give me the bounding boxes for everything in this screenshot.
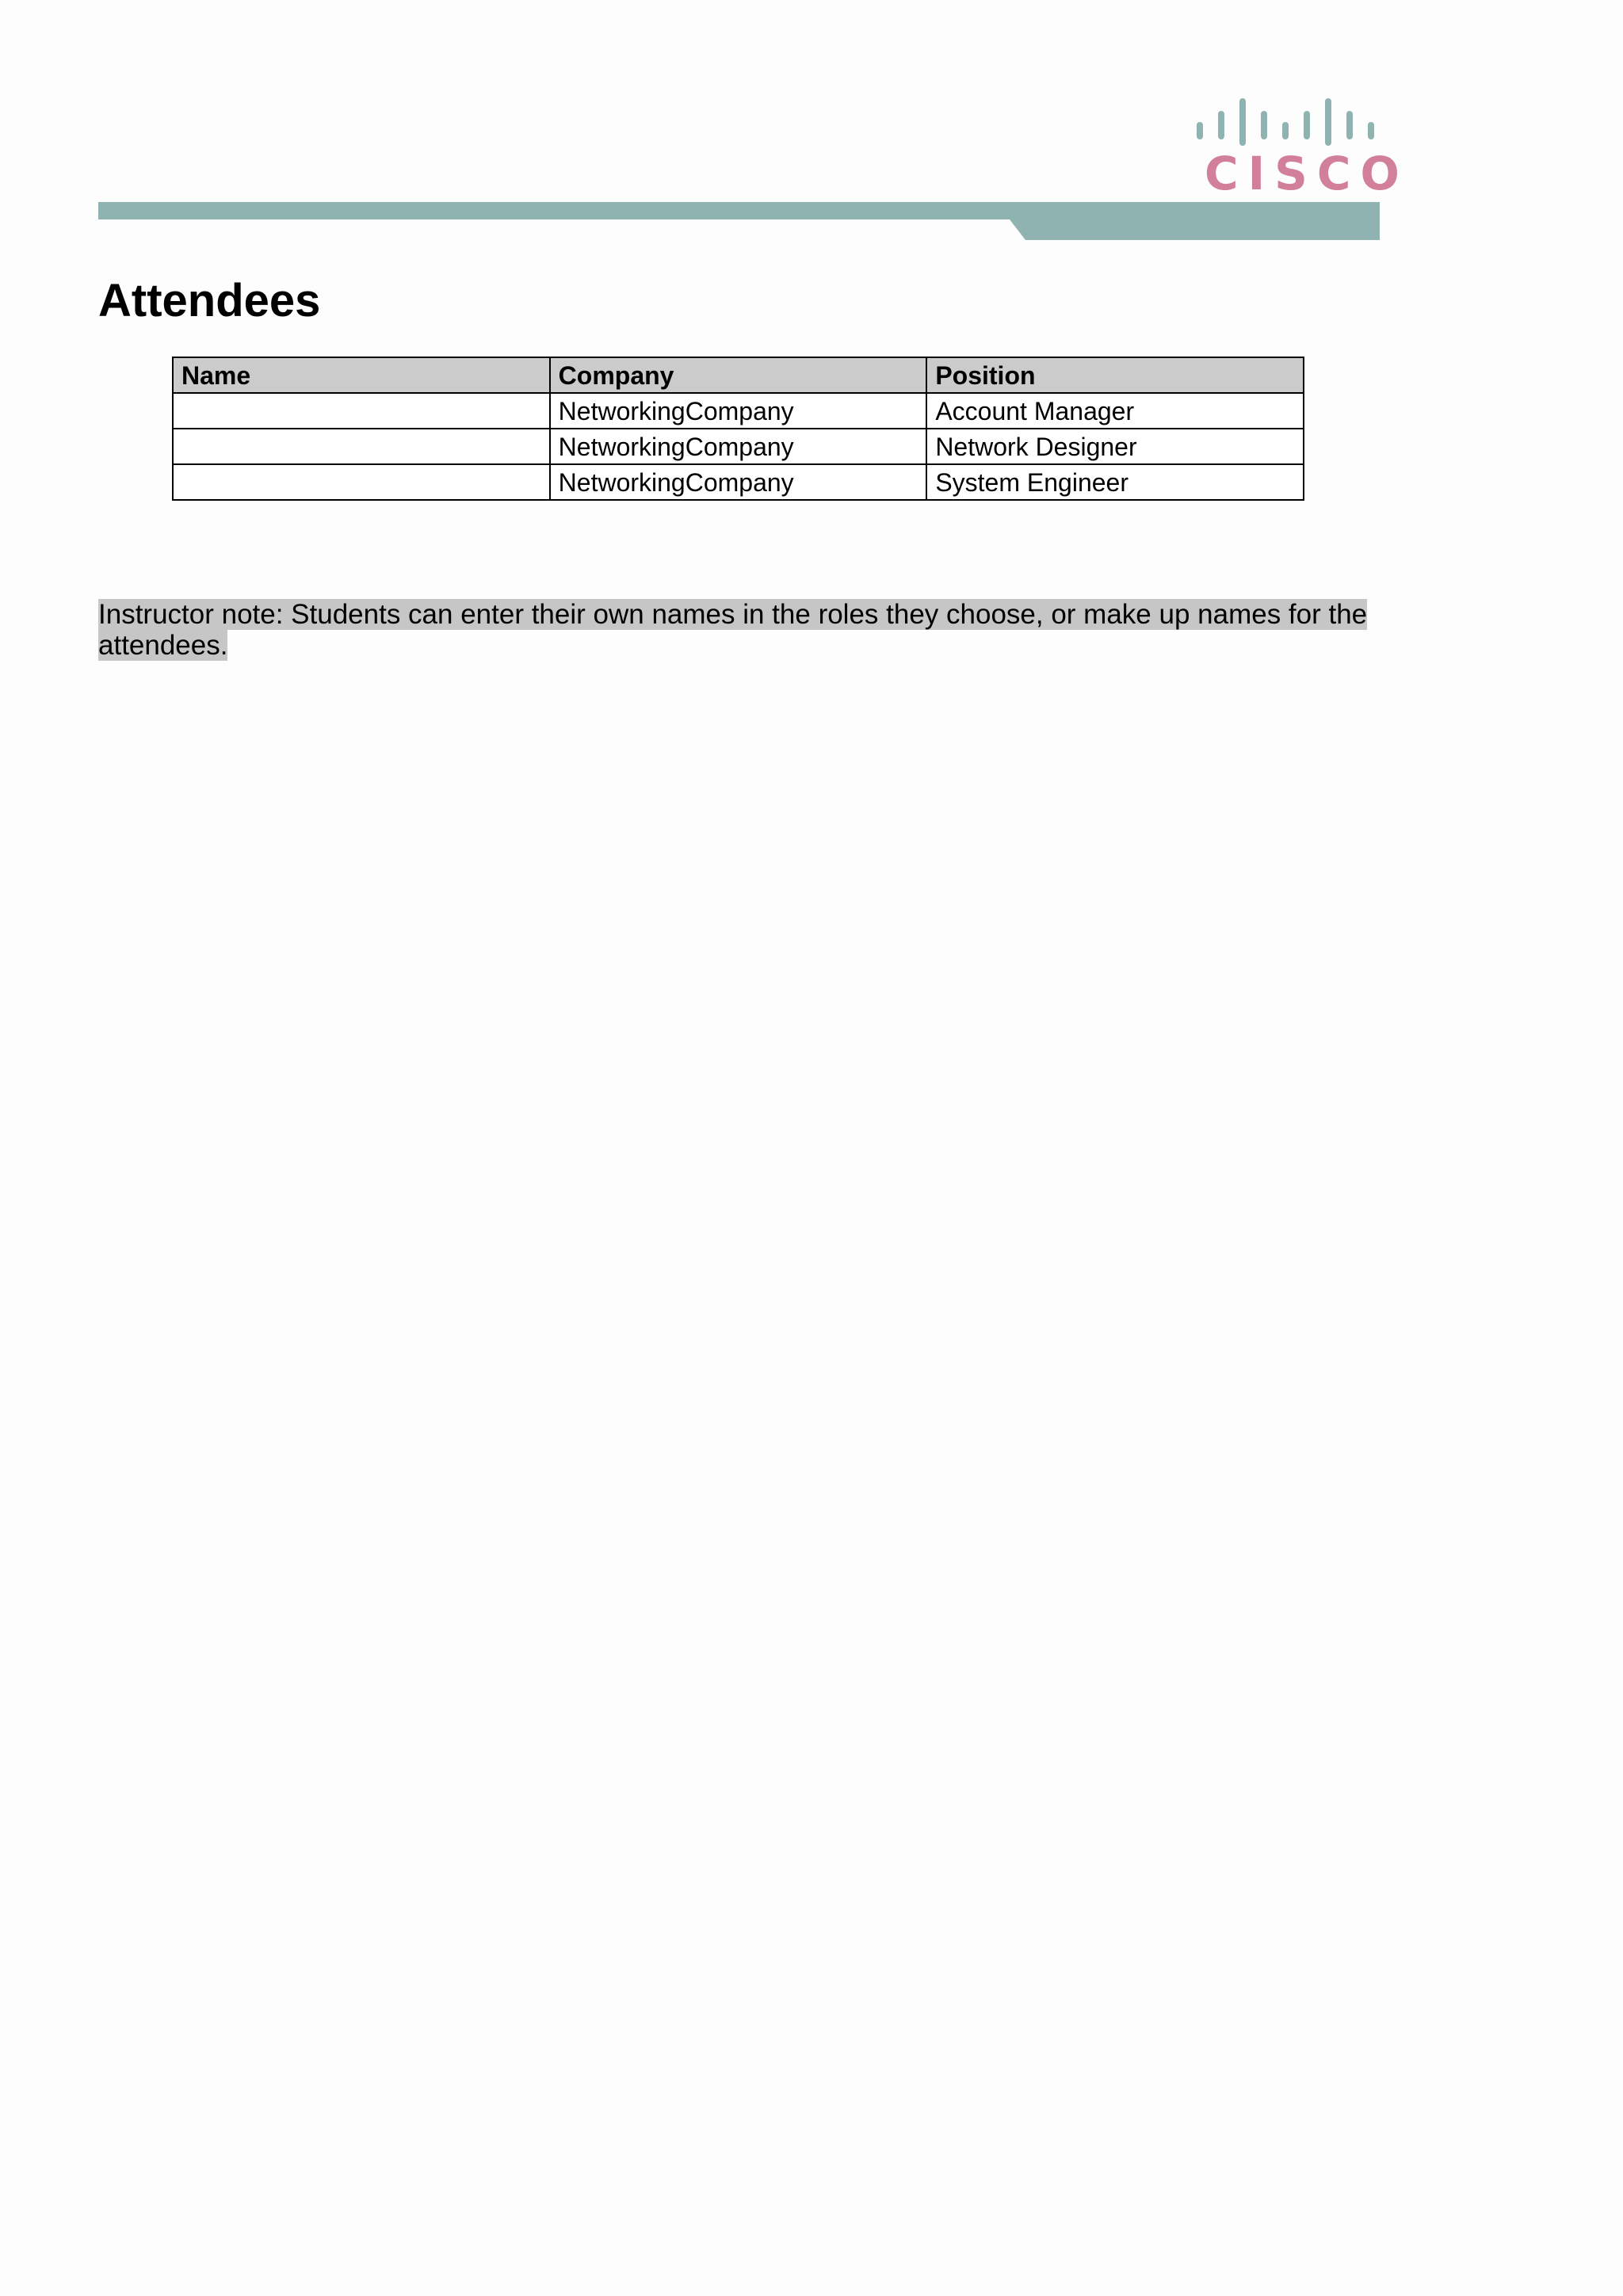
instructor-note-line-1: Instructor note: Students can enter their own names in the roles they choose, or make up names for the xyxy=(98,599,1368,630)
cell-company: NetworkingCompany xyxy=(550,393,927,429)
header-band xyxy=(98,202,1380,242)
page-title: Attendees xyxy=(98,275,321,326)
cell-company: NetworkingCompany xyxy=(550,464,927,500)
cisco-bridge-icon xyxy=(1189,93,1379,151)
cell-position: Account Manager xyxy=(926,393,1304,429)
cisco-logo xyxy=(1189,93,1409,204)
cell-position: Network Designer xyxy=(926,429,1304,464)
instructor-note xyxy=(98,599,1398,661)
cell-name xyxy=(173,429,550,464)
column-header-name: Name xyxy=(173,357,550,393)
cisco-wordmark: CISCO xyxy=(1205,147,1409,200)
cell-name xyxy=(173,393,550,429)
cell-position: System Engineer xyxy=(926,464,1304,500)
column-header-company: Company xyxy=(550,357,927,393)
table-row xyxy=(173,393,1304,429)
table-row xyxy=(173,464,1304,500)
table-header-row xyxy=(173,357,1304,393)
cell-name xyxy=(173,464,550,500)
table-row xyxy=(173,429,1304,464)
cell-company: NetworkingCompany xyxy=(550,429,927,464)
instructor-note-line-2: attendees. xyxy=(98,630,228,661)
column-header-position: Position xyxy=(926,357,1304,393)
attendees-table xyxy=(172,357,1304,501)
